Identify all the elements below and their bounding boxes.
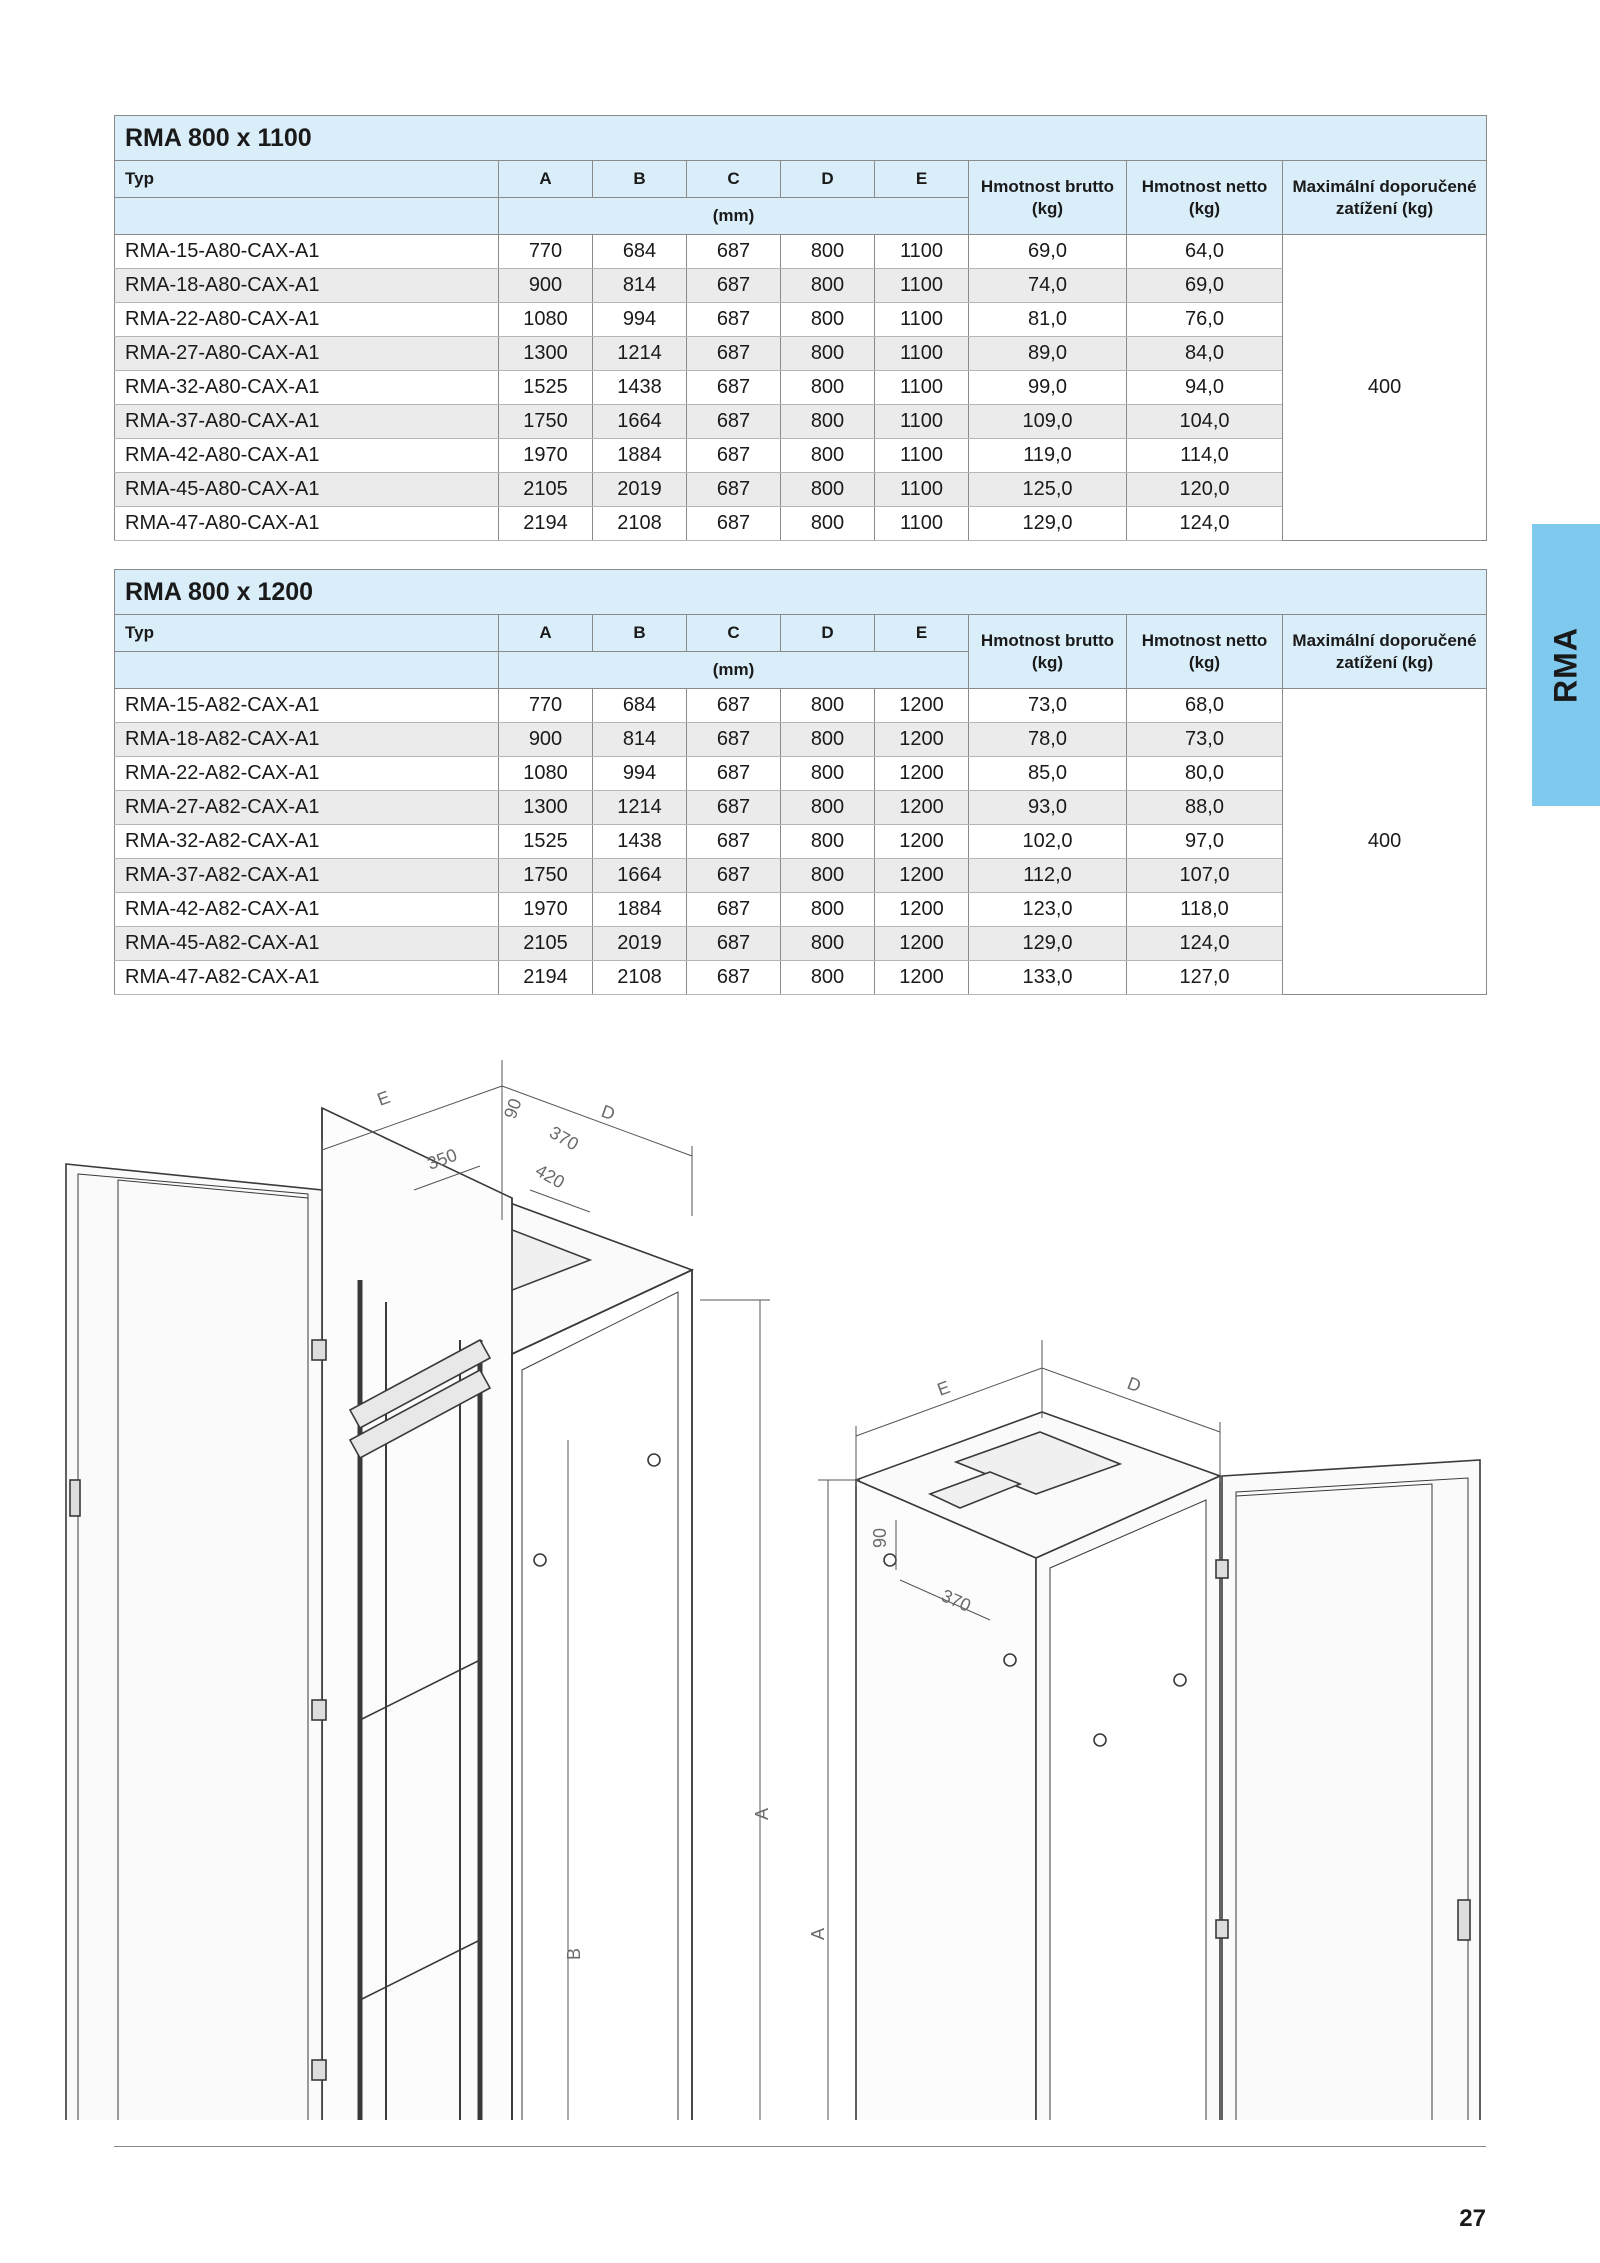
section-tab-label: RMA — [1547, 627, 1584, 703]
cell-net: 124,0 — [1127, 507, 1283, 541]
cell-net: 118,0 — [1127, 893, 1283, 927]
cell-gross: 129,0 — [969, 507, 1127, 541]
cell-gross: 85,0 — [969, 757, 1127, 791]
cell-net: 84,0 — [1127, 337, 1283, 371]
dim-label-e-right: E — [934, 1376, 953, 1400]
cell-b: 2019 — [593, 473, 687, 507]
cell-d: 800 — [781, 927, 875, 961]
cell-c: 687 — [687, 337, 781, 371]
col-header-d: D — [781, 615, 875, 652]
dim-label-a-left: A — [752, 1807, 772, 1820]
left-cabinet-open — [66, 1108, 692, 2120]
col-header-b: B — [593, 615, 687, 652]
cell-b: 1664 — [593, 859, 687, 893]
cell-a: 770 — [499, 235, 593, 269]
cell-a: 1300 — [499, 337, 593, 371]
cell-b: 994 — [593, 757, 687, 791]
cell-e: 1100 — [875, 473, 969, 507]
cell-typ: RMA-27-A82-CAX-A1 — [115, 791, 499, 825]
col-header-gross-weight: Hmotnost brutto (kg) — [969, 161, 1127, 235]
cell-gross: 78,0 — [969, 723, 1127, 757]
cell-e: 1200 — [875, 859, 969, 893]
cell-b: 684 — [593, 235, 687, 269]
cell-d: 800 — [781, 303, 875, 337]
cell-a: 1970 — [499, 893, 593, 927]
col-header-max-load: Maximální doporučené zatížení (kg) — [1283, 615, 1487, 689]
cell-typ: RMA-15-A82-CAX-A1 — [115, 689, 499, 723]
cell-d: 800 — [781, 235, 875, 269]
col-header-d: D — [781, 161, 875, 198]
dim-label-d-right: D — [1124, 1372, 1144, 1397]
cell-typ: RMA-42-A82-CAX-A1 — [115, 893, 499, 927]
unit-label: (mm) — [499, 652, 969, 689]
table-row — [115, 757, 1487, 791]
cell-typ: RMA-22-A82-CAX-A1 — [115, 757, 499, 791]
table-title: RMA 800 x 1200 — [115, 570, 1487, 615]
cell-c: 687 — [687, 961, 781, 995]
cell-gross: 74,0 — [969, 269, 1127, 303]
cell-b: 2108 — [593, 507, 687, 541]
cell-e: 1200 — [875, 961, 969, 995]
cell-net: 73,0 — [1127, 723, 1283, 757]
page-number: 27 — [1459, 2205, 1486, 2232]
cell-a: 770 — [499, 689, 593, 723]
cell-c: 687 — [687, 927, 781, 961]
cell-a: 1750 — [499, 405, 593, 439]
cell-e: 1100 — [875, 507, 969, 541]
cell-max-load: 400 — [1283, 689, 1487, 995]
cell-a: 2105 — [499, 473, 593, 507]
cell-net: 80,0 — [1127, 757, 1283, 791]
cell-typ: RMA-47-A80-CAX-A1 — [115, 507, 499, 541]
cell-c: 687 — [687, 269, 781, 303]
cell-b: 1438 — [593, 371, 687, 405]
table-row — [115, 507, 1487, 541]
dim-label-90-right: 90 — [870, 1527, 890, 1548]
cell-e: 1200 — [875, 689, 969, 723]
section-tab-rma — [1532, 524, 1600, 806]
cell-net: 124,0 — [1127, 927, 1283, 961]
table-row — [115, 235, 1487, 269]
cell-gross: 69,0 — [969, 235, 1127, 269]
cell-e: 1100 — [875, 269, 969, 303]
table-row — [115, 825, 1487, 859]
cell-a: 2194 — [499, 961, 593, 995]
cell-typ: RMA-18-A80-CAX-A1 — [115, 269, 499, 303]
cell-b: 1438 — [593, 825, 687, 859]
cell-b: 994 — [593, 303, 687, 337]
cell-d: 800 — [781, 405, 875, 439]
cell-e: 1100 — [875, 405, 969, 439]
cell-e: 1200 — [875, 825, 969, 859]
col-header-e: E — [875, 615, 969, 652]
col-header-c: C — [687, 161, 781, 198]
cell-c: 687 — [687, 439, 781, 473]
cell-gross: 112,0 — [969, 859, 1127, 893]
cell-d: 800 — [781, 507, 875, 541]
cell-d: 800 — [781, 269, 875, 303]
cell-d: 800 — [781, 371, 875, 405]
cell-b: 1214 — [593, 791, 687, 825]
cell-d: 800 — [781, 859, 875, 893]
table-row — [115, 893, 1487, 927]
col-header-e: E — [875, 161, 969, 198]
cell-c: 687 — [687, 507, 781, 541]
right-cabinet-closed — [856, 1412, 1480, 2120]
cell-c: 687 — [687, 825, 781, 859]
cell-a: 1080 — [499, 303, 593, 337]
table-row — [115, 927, 1487, 961]
cell-d: 800 — [781, 689, 875, 723]
cell-e: 1100 — [875, 439, 969, 473]
rack-cabinet-drawing — [60, 1040, 1500, 2120]
dim-label-b: B — [564, 1947, 584, 1960]
table-row — [115, 405, 1487, 439]
cell-d: 800 — [781, 337, 875, 371]
cell-c: 687 — [687, 859, 781, 893]
cell-a: 1750 — [499, 859, 593, 893]
cell-e: 1200 — [875, 791, 969, 825]
cell-b: 1884 — [593, 439, 687, 473]
cell-a: 2105 — [499, 927, 593, 961]
cell-e: 1200 — [875, 723, 969, 757]
dim-label-370-right: 370 — [938, 1585, 974, 1616]
cell-gross: 109,0 — [969, 405, 1127, 439]
cell-e: 1200 — [875, 893, 969, 927]
cell-gross: 81,0 — [969, 303, 1127, 337]
cell-c: 687 — [687, 473, 781, 507]
cell-gross: 93,0 — [969, 791, 1127, 825]
col-header-typ: Typ — [115, 615, 499, 652]
table-row — [115, 791, 1487, 825]
cell-typ: RMA-37-A82-CAX-A1 — [115, 859, 499, 893]
cell-b: 2019 — [593, 927, 687, 961]
cell-d: 800 — [781, 893, 875, 927]
cell-c: 687 — [687, 371, 781, 405]
cell-gross: 89,0 — [969, 337, 1127, 371]
cell-net: 88,0 — [1127, 791, 1283, 825]
cell-net: 64,0 — [1127, 235, 1283, 269]
col-header-typ-blank — [115, 198, 499, 235]
cell-net: 97,0 — [1127, 825, 1283, 859]
dim-label-d-left: D — [598, 1100, 618, 1125]
cell-e: 1200 — [875, 757, 969, 791]
spec-table-1 — [114, 115, 1487, 541]
cell-net: 104,0 — [1127, 405, 1283, 439]
cell-a: 1525 — [499, 371, 593, 405]
cell-gross: 129,0 — [969, 927, 1127, 961]
dim-label-e-left: E — [374, 1086, 393, 1110]
footer-divider — [114, 2146, 1486, 2147]
cell-e: 1100 — [875, 371, 969, 405]
col-header-typ: Typ — [115, 161, 499, 198]
cell-b: 1884 — [593, 893, 687, 927]
col-header-typ-blank — [115, 652, 499, 689]
col-header-net-weight: Hmotnost netto (kg) — [1127, 161, 1283, 235]
col-header-gross-weight: Hmotnost brutto (kg) — [969, 615, 1127, 689]
cell-c: 687 — [687, 235, 781, 269]
table-row — [115, 689, 1487, 723]
spec-table-2 — [114, 569, 1487, 995]
dim-label-90-left: 90 — [499, 1095, 526, 1122]
cell-net: 94,0 — [1127, 371, 1283, 405]
cell-typ: RMA-32-A80-CAX-A1 — [115, 371, 499, 405]
dim-label-a-right: A — [808, 1927, 828, 1940]
cell-e: 1200 — [875, 927, 969, 961]
table-row — [115, 723, 1487, 757]
table-row — [115, 337, 1487, 371]
cell-typ: RMA-42-A80-CAX-A1 — [115, 439, 499, 473]
cell-gross: 99,0 — [969, 371, 1127, 405]
cell-net: 76,0 — [1127, 303, 1283, 337]
cell-c: 687 — [687, 791, 781, 825]
cell-typ: RMA-45-A82-CAX-A1 — [115, 927, 499, 961]
table-row — [115, 473, 1487, 507]
cell-net: 69,0 — [1127, 269, 1283, 303]
dim-label-420: 420 — [532, 1160, 569, 1193]
col-header-max-load: Maximální doporučené zatížení (kg) — [1283, 161, 1487, 235]
cell-d: 800 — [781, 723, 875, 757]
cell-typ: RMA-15-A80-CAX-A1 — [115, 235, 499, 269]
col-header-b: B — [593, 161, 687, 198]
cell-d: 800 — [781, 961, 875, 995]
cell-b: 1664 — [593, 405, 687, 439]
cell-max-load: 400 — [1283, 235, 1487, 541]
cell-net: 107,0 — [1127, 859, 1283, 893]
cell-net: 127,0 — [1127, 961, 1283, 995]
cell-gross: 102,0 — [969, 825, 1127, 859]
cell-typ: RMA-37-A80-CAX-A1 — [115, 405, 499, 439]
cell-e: 1100 — [875, 337, 969, 371]
cell-gross: 73,0 — [969, 689, 1127, 723]
col-header-a: A — [499, 161, 593, 198]
cell-a: 2194 — [499, 507, 593, 541]
cell-c: 687 — [687, 405, 781, 439]
cell-c: 687 — [687, 893, 781, 927]
cell-c: 687 — [687, 689, 781, 723]
cell-a: 1970 — [499, 439, 593, 473]
cell-b: 684 — [593, 689, 687, 723]
cell-a: 1080 — [499, 757, 593, 791]
cell-a: 900 — [499, 269, 593, 303]
cell-c: 687 — [687, 723, 781, 757]
table-row — [115, 859, 1487, 893]
cell-d: 800 — [781, 473, 875, 507]
table-row — [115, 439, 1487, 473]
cell-a: 900 — [499, 723, 593, 757]
dim-label-350: 350 — [424, 1144, 460, 1174]
cell-b: 814 — [593, 723, 687, 757]
cell-a: 1525 — [499, 825, 593, 859]
cell-gross: 125,0 — [969, 473, 1127, 507]
cell-b: 1214 — [593, 337, 687, 371]
unit-label: (mm) — [499, 198, 969, 235]
col-header-c: C — [687, 615, 781, 652]
cell-net: 68,0 — [1127, 689, 1283, 723]
cell-e: 1100 — [875, 303, 969, 337]
cell-typ: RMA-18-A82-CAX-A1 — [115, 723, 499, 757]
cell-b: 2108 — [593, 961, 687, 995]
col-header-net-weight: Hmotnost netto (kg) — [1127, 615, 1283, 689]
cell-gross: 133,0 — [969, 961, 1127, 995]
cell-d: 800 — [781, 825, 875, 859]
cell-typ: RMA-32-A82-CAX-A1 — [115, 825, 499, 859]
cell-typ: RMA-45-A80-CAX-A1 — [115, 473, 499, 507]
table-title: RMA 800 x 1100 — [115, 116, 1487, 161]
cell-typ: RMA-22-A80-CAX-A1 — [115, 303, 499, 337]
cell-gross: 123,0 — [969, 893, 1127, 927]
col-header-a: A — [499, 615, 593, 652]
cell-c: 687 — [687, 303, 781, 337]
cell-typ: RMA-27-A80-CAX-A1 — [115, 337, 499, 371]
cell-b: 814 — [593, 269, 687, 303]
table-row — [115, 303, 1487, 337]
cell-net: 120,0 — [1127, 473, 1283, 507]
table-row — [115, 371, 1487, 405]
cell-c: 687 — [687, 757, 781, 791]
cell-d: 800 — [781, 757, 875, 791]
table-row — [115, 269, 1487, 303]
cell-typ: RMA-47-A82-CAX-A1 — [115, 961, 499, 995]
cell-gross: 119,0 — [969, 439, 1127, 473]
cell-net: 114,0 — [1127, 439, 1283, 473]
cell-d: 800 — [781, 791, 875, 825]
cell-d: 800 — [781, 439, 875, 473]
dim-label-370-left: 370 — [546, 1122, 583, 1155]
cell-a: 1300 — [499, 791, 593, 825]
table-row — [115, 961, 1487, 995]
cell-e: 1100 — [875, 235, 969, 269]
